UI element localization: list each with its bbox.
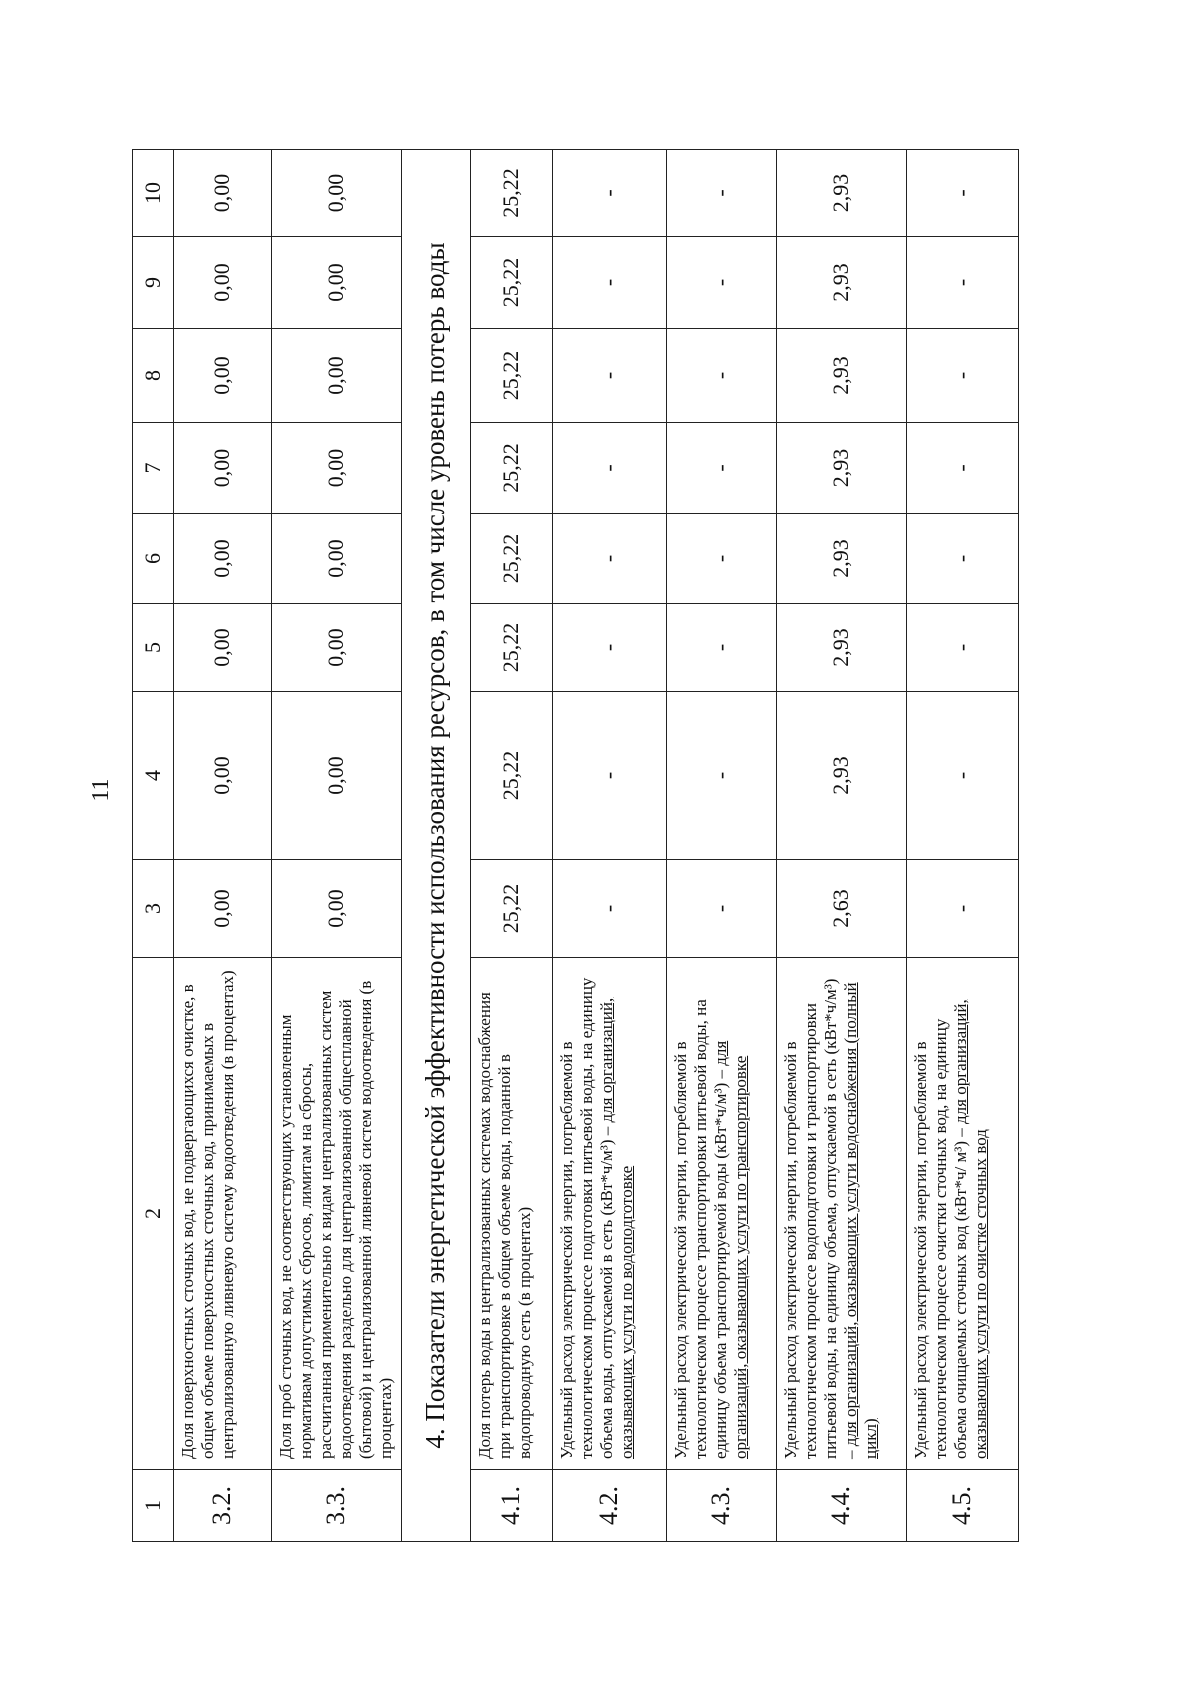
header-cell: 6: [133, 514, 174, 604]
value-cell: -: [553, 692, 667, 860]
row-description: [667, 958, 777, 1470]
row-number: 3.3.: [272, 1470, 402, 1542]
page-number: 11: [88, 778, 114, 802]
value-cell: 25,22: [471, 423, 553, 514]
row-number: 4.3.: [667, 1470, 777, 1542]
row-text: Удельный расход электрической энергии, потребляемой в технологическом процессе транспортировки питьевой воды, на единицу объема транспортируемой воды (кВт*ч/м³) –: [671, 999, 731, 1459]
value-cell: -: [553, 423, 667, 514]
header-cell: 2: [133, 958, 174, 1470]
row-number: 4.5.: [907, 1470, 1019, 1542]
value-cell: 0,00: [174, 237, 272, 329]
row-text: Удельный расход электрической энергии, потребляемой в технологическом процессе очистки сточных вод, на единицу объема очищаемых сточных вод (кВт*ч/ м³) –: [911, 1018, 971, 1459]
value-cell: -: [907, 237, 1019, 329]
value-cell: -: [907, 423, 1019, 514]
row-text-underlined: для организаций, оказывающих услуги водоснабжения (полный цикл): [841, 982, 881, 1459]
value-cell: -: [667, 237, 777, 329]
row-text: Удельный расход электрической энергии, потребляемой в технологическом процессе водоподготовки и транспортировки питьевой воды, на единицу объема, отпускаемой в сеть (кВт*ч/м³) –: [781, 978, 861, 1459]
value-cell: 25,22: [471, 237, 553, 329]
value-cell: -: [553, 329, 667, 423]
row-text-underlined: для организаций, оказывающих услуги по водоподготовке: [597, 997, 637, 1459]
value-cell: 2,93: [777, 237, 907, 329]
value-cell: -: [553, 604, 667, 692]
table-row: [471, 150, 553, 1542]
row-description: [553, 958, 667, 1470]
value-cell: -: [667, 329, 777, 423]
value-cell: 2,93: [777, 150, 907, 237]
value-cell: 0,00: [174, 692, 272, 860]
header-cell: 1: [133, 1470, 174, 1542]
value-cell: 25,22: [471, 860, 553, 958]
value-cell: -: [553, 514, 667, 604]
header-row: [133, 150, 174, 1542]
row-text-underlined: для организаций, оказывающих услуги по транспортировке: [711, 1040, 751, 1459]
value-cell: -: [667, 150, 777, 237]
value-cell: -: [553, 237, 667, 329]
section-title: 4. Показатели энергетической эффективности использования ресурсов, в том числе уровень потерь воды: [402, 150, 471, 1542]
value-cell: 0,00: [174, 514, 272, 604]
row-description: [272, 958, 402, 1470]
header-cell: 7: [133, 423, 174, 514]
value-cell: 2,93: [777, 329, 907, 423]
row-text: Доля поверхностных сточных вод, не подвергающихся очистке, в общем объеме поверхностных сточных вод, принимаемых в централизованную ливневую систему водоотведения (в процентах): [178, 970, 238, 1459]
header-cell: 9: [133, 237, 174, 329]
value-cell: -: [907, 692, 1019, 860]
table-row: [907, 150, 1019, 1542]
value-cell: 2,93: [777, 604, 907, 692]
row-description: [777, 958, 907, 1470]
row-text: Доля потерь воды в централизованных системах водоснабжения при транспортировке в общем объеме воды, поданной в водопроводную сеть (в процентах): [475, 992, 535, 1459]
value-cell: 25,22: [471, 514, 553, 604]
indicators-table: [132, 149, 1019, 1542]
value-cell: 0,00: [272, 692, 402, 860]
row-number: 4.4.: [777, 1470, 907, 1542]
value-cell: 2,93: [777, 692, 907, 860]
value-cell: 25,22: [471, 150, 553, 237]
value-cell: 0,00: [174, 860, 272, 958]
value-cell: -: [553, 860, 667, 958]
value-cell: 0,00: [174, 150, 272, 237]
value-cell: -: [667, 514, 777, 604]
value-cell: 0,00: [272, 860, 402, 958]
row-description: [907, 958, 1019, 1470]
value-cell: -: [667, 604, 777, 692]
value-cell: 2,63: [777, 860, 907, 958]
value-cell: -: [907, 860, 1019, 958]
section-row: [402, 150, 471, 1542]
row-text: Удельный расход электрической энергии, потребляемой в технологическом процессе подготовки питьевой воды, на единицу объема воды, отпускаемой в сеть (кВт*ч/м³) –: [557, 977, 617, 1459]
table-row: [777, 150, 907, 1542]
value-cell: 25,22: [471, 329, 553, 423]
value-cell: -: [907, 604, 1019, 692]
value-cell: -: [667, 860, 777, 958]
value-cell: 25,22: [471, 604, 553, 692]
row-description: [174, 958, 272, 1470]
value-cell: -: [907, 150, 1019, 237]
table-row: [272, 150, 402, 1542]
value-cell: 0,00: [272, 514, 402, 604]
header-cell: 4: [133, 692, 174, 860]
table-row: [174, 150, 272, 1542]
value-cell: 0,00: [174, 329, 272, 423]
value-cell: 0,00: [272, 329, 402, 423]
row-description: [471, 958, 553, 1470]
value-cell: 2,93: [777, 514, 907, 604]
value-cell: 0,00: [272, 423, 402, 514]
rotated-page: [40, 20, 1140, 1660]
header-cell: 3: [133, 860, 174, 958]
value-cell: 0,00: [174, 604, 272, 692]
value-cell: 25,22: [471, 692, 553, 860]
row-number: 3.2.: [174, 1470, 272, 1542]
header-cell: 10: [133, 150, 174, 237]
row-text-underlined: для организаций, оказывающих услуги по очистке сточных вод: [951, 999, 991, 1459]
table-row: [553, 150, 667, 1542]
value-cell: 0,00: [272, 237, 402, 329]
row-number: 4.1.: [471, 1470, 553, 1542]
table-row: [667, 150, 777, 1542]
value-cell: 0,00: [174, 423, 272, 514]
value-cell: -: [553, 150, 667, 237]
value-cell: 0,00: [272, 604, 402, 692]
value-cell: -: [907, 329, 1019, 423]
header-cell: 5: [133, 604, 174, 692]
value-cell: 0,00: [272, 150, 402, 237]
row-text: Доля проб сточных вод, не соответствующих установленным нормативам допустимых сбросов, лимитам на сбросы, рассчитанная применительно к видам централизованных систем водоотведения раздельно для централизованной общесплавной (бытовой) и централизованной ливневой систем водоотведения (в процентах): [276, 980, 396, 1459]
row-number: 4.2.: [553, 1470, 667, 1542]
value-cell: -: [667, 692, 777, 860]
header-cell: 8: [133, 329, 174, 423]
value-cell: 2,93: [777, 423, 907, 514]
value-cell: -: [907, 514, 1019, 604]
value-cell: -: [667, 423, 777, 514]
